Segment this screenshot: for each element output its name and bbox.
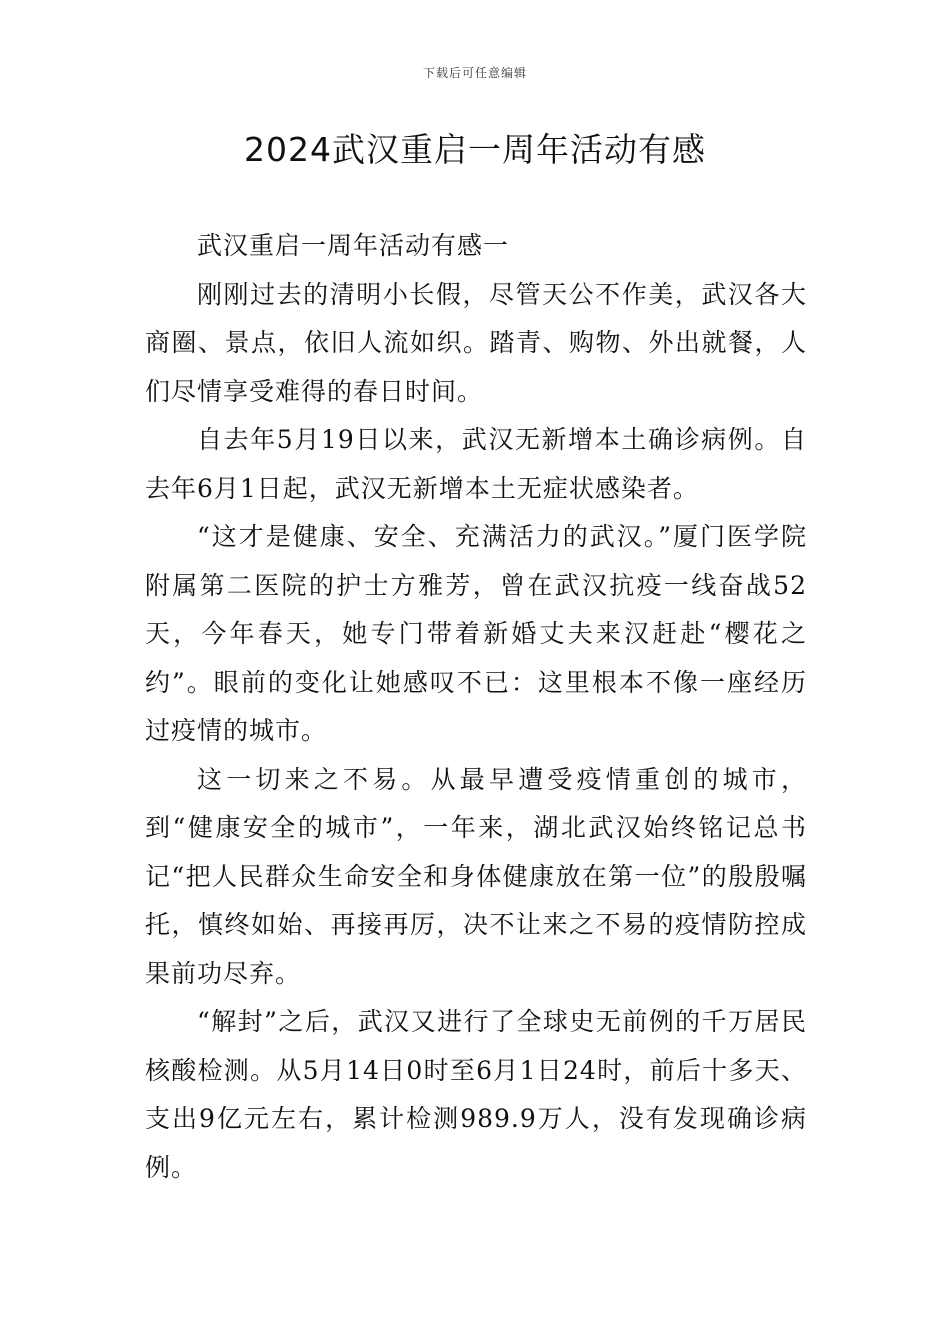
paragraph-subtitle: 武汉重启一周年活动有感一 [197,231,510,260]
paragraph: “这才是健康、安全、充满活力的武汉。”厦门医学院附属第二医院的护士方雅芳，曾在武汉抗疫一线奋战52天，今年春天，她专门带着新婚丈夫来汉赶赴“樱花之约”。眼前的变化让她感叹不已：这里根本不像一座经历过疫情的城市。 [145,522,807,745]
paragraph: 刚刚过去的清明小长假，尽管天公不作美，武汉各大商圈、景点，依旧人流如织。踏青、购物、外出就餐，人们尽情享受难得的春日时间。 [145,279,807,406]
paragraph: “解封”之后，武汉又进行了全球史无前例的千万居民核酸检测。从5月14日0时至6月1日24时，前后十多天、支出9亿元左右，累计检测989.9万人，没有发现确诊病例。 [145,1007,807,1182]
paragraph: 这一切来之不易。从最早遭受疫情重创的城市，到“健康安全的城市”，一年来，湖北武汉始终铭记总书记“把人民群众生命安全和身体健康放在第一位”的殷殷嘱托，慎终如始、再接再厉，决不让来之不易的疫情防控成果前功尽弃。 [145,764,807,988]
document-body [145,222,807,1192]
paragraph: 自去年5月19日以来，武汉无新增本土确诊病例。自去年6月1日起，武汉无新增本土无症状感染者。 [145,425,807,503]
header-note: 下载后可任意编辑 [422,66,527,80]
document-title: 2024武汉重启一周年活动有感 [244,130,706,169]
